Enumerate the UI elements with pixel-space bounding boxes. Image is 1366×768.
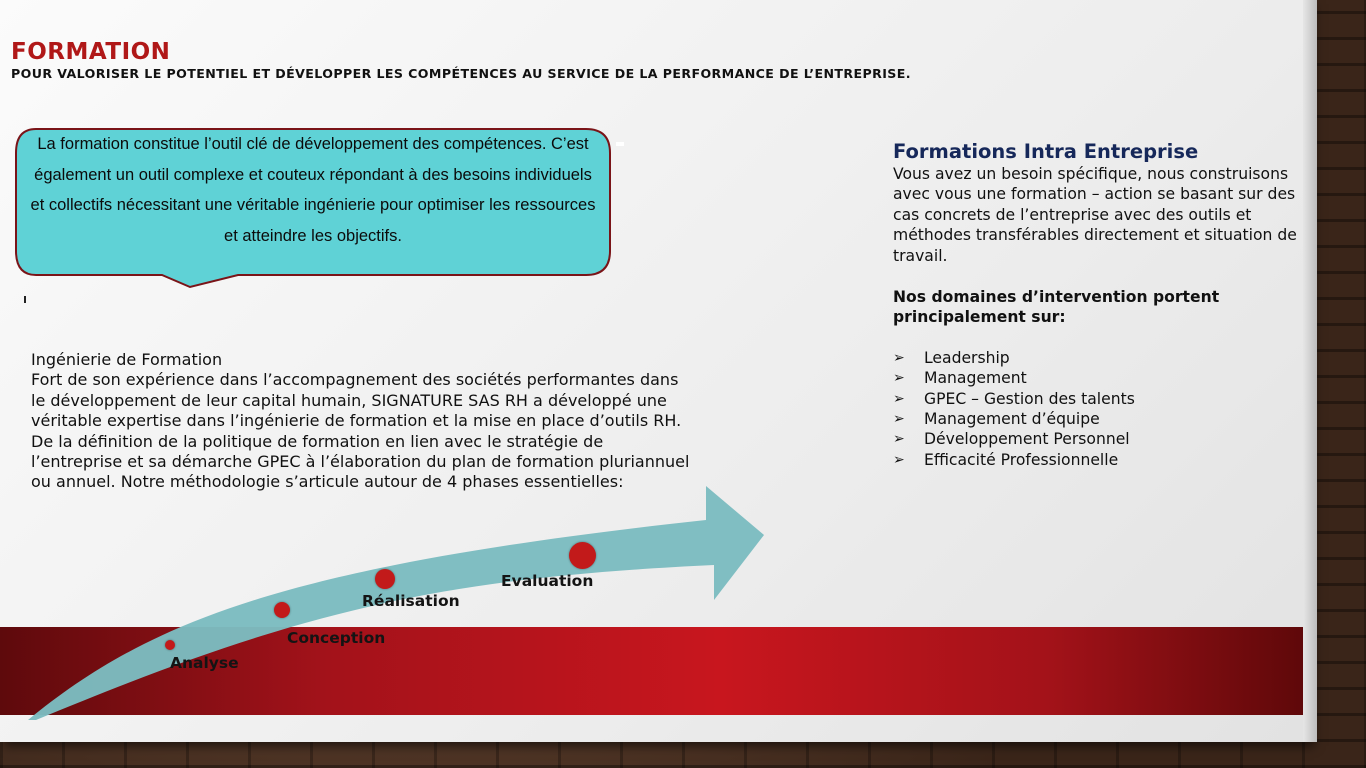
arrowhead-bullet-icon: ➢	[893, 431, 905, 448]
domains-list	[893, 348, 1303, 470]
list-item	[893, 429, 1303, 449]
ingenierie-heading: Ingénierie de Formation	[31, 350, 223, 369]
phase-label-analyse: Analyse	[170, 654, 239, 672]
list-item	[893, 348, 1303, 368]
phase-dot-evaluation	[569, 542, 596, 569]
phase-dot-realisation	[375, 569, 395, 589]
phase-label-conception: Conception	[287, 629, 386, 647]
list-item	[893, 409, 1303, 429]
arrowhead-bullet-icon: ➢	[893, 451, 905, 468]
domain-label: GPEC – Gestion des talents	[924, 389, 1135, 408]
arrowhead-bullet-icon: ➢	[893, 349, 905, 366]
arrowhead-bullet-icon: ➢	[893, 390, 905, 407]
page-title: FORMATION	[11, 39, 171, 65]
intra-body: Vous avez un besoin spécifique, nous construisons avec vous une formation – action se basant sur des cas concrets de l’entreprise avec des outils et méthodes transférables directement et situation de travail.	[893, 165, 1297, 265]
page-subtitle: POUR VALORISER LE POTENTIEL ET DÉVELOPPER LES COMPÉTENCES AU SERVICE DE LA PERFORMANCE DE L’ENTREPRISE.	[11, 66, 911, 81]
domain-label: Leadership	[924, 348, 1010, 367]
list-item	[893, 389, 1303, 409]
intra-entreprise-section	[893, 140, 1303, 470]
list-item	[893, 450, 1303, 470]
list-item	[893, 368, 1303, 388]
ingenierie-paragraph: Fort de son expérience dans l’accompagnement des sociétés performantes dans le développement de leur capital humain, SIGNATURE SAS RH a développé une véritable expertise dans l’ingénierie de formation et la mise en place d’outils RH.	[31, 370, 682, 431]
arrowhead-bullet-icon: ➢	[893, 411, 905, 428]
arrowhead-bullet-icon: ➢	[893, 370, 905, 387]
intra-title: Formations Intra Entreprise	[893, 140, 1199, 163]
ingenierie-paragraph: De la définition de la politique de formation en lien avec le stratégie de l’entreprise et sa démarche GPEC à l’élaboration du plan de formation pluriannuel ou annuel. Notre méthodologie s’articule autour de 4 phases essentielles:	[31, 431, 690, 492]
domain-label: Management d’équipe	[924, 410, 1100, 429]
domain-label: Développement Personnel	[924, 430, 1130, 449]
domain-label: Efficacité Professionnelle	[924, 450, 1119, 469]
phase-dot-conception	[274, 602, 290, 618]
domain-label: Management	[924, 369, 1027, 388]
phase-label-evaluation: Evaluation	[501, 572, 594, 590]
phase-label-realisation: Réalisation	[362, 592, 460, 610]
slide-edge	[1303, 0, 1317, 742]
speech-bubble-text: La formation constitue l’outil clé de développement des compétences. C’est également un outil complexe et couteux répondant à des besoins individuels et collectifs nécessitant une véritable ingénierie pour optimiser les ressources et atteindre les objectifs.	[30, 135, 596, 245]
domains-title: Nos domaines d’intervention portent principalement sur:	[893, 288, 1220, 327]
phase-dot-analyse	[165, 640, 175, 650]
